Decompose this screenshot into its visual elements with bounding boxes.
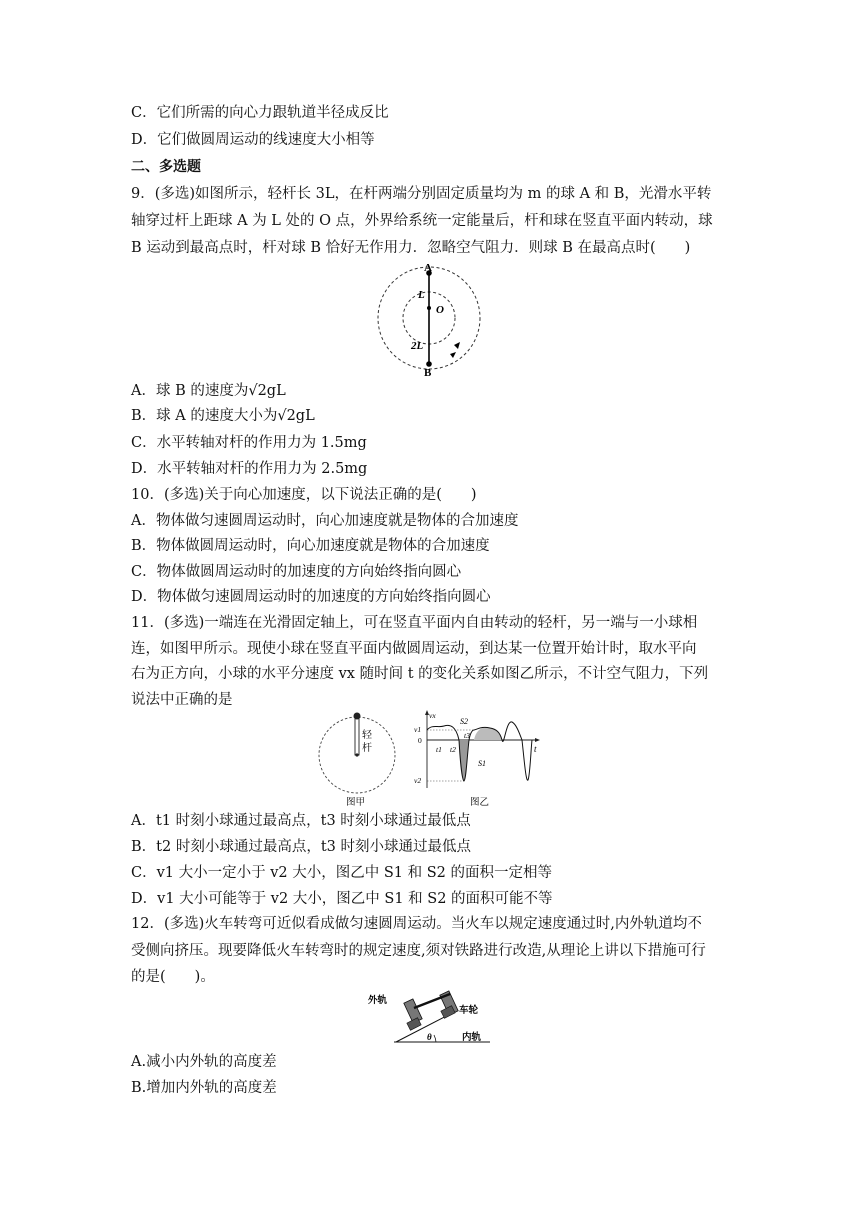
q10-option-c: C．物体做圆周运动时的加速度的方向始终指向圆心 [131,564,462,580]
q12-option-b: B.增加内外轨的高度差 [131,1080,277,1096]
label-v1: v1 [414,725,422,734]
label-inner-rail: 内轨 [462,1032,482,1043]
q10-stem: 10．(多选)关于向心加速度，以下说法正确的是( ) [131,487,477,503]
figure-jia [316,708,406,810]
caption-yi: 图乙 [470,797,490,808]
section-heading: 二、多选题 [131,159,201,175]
q9-option-c: C．水平转轴对杆的作用力为 1.5mg [131,435,367,451]
q12-stem-line2: 受侧向挤压。现要降低火车转弯时的规定速度,须对铁路进行改造,从理论上讲以下措施可行 [131,943,706,959]
q9-stem-line1: 9．(多选)如图所示，轻杆长 3L，在杆两端分别固定质量均为 m 的球 A 和 B，光滑水平转 [131,186,712,202]
axis-t: t [534,744,537,754]
caption-jia: 图甲 [346,797,366,808]
rod-label-1: 轻 [362,730,372,741]
q11-stem-line2: 连，如图甲所示。现使小球在竖直平面内做圆周运动，到达某一位置开始计时，取水平向 [131,641,697,657]
q11-stem-line3: 右为正方向，小球的水平分速度 vx 随时间 t 的变化关系如图乙所示，不计空气阻力，下列 [131,666,709,682]
q9-option-b: B．球 A 的速度大小为√2gL [131,408,315,424]
axis-vx: vx [429,711,436,720]
q9-option-a: A．球 B 的速度为√2gL [131,383,286,399]
label-b: B [424,367,432,379]
q9-stem-line2: 轴穿过杆上距球 A 为 L 处的 O 点，外界给系统一定能量后，杆和球在竖直平面内转动，球 [131,213,713,229]
rod-circle-figure [370,258,490,380]
label-wheel: 车轮 [459,1005,479,1016]
q12-stem-line3: 的是( )。 [131,969,215,985]
figure-yi [412,708,542,810]
q11-option-b: B．t2 时刻小球通过最高点，t3 时刻小球通过最低点 [131,839,471,855]
label-v2: v2 [414,776,422,785]
train-track-figure [366,990,496,1050]
label-2l: 2L [411,340,424,352]
label-s2: S2 [460,717,468,726]
q11-option-d: D．v1 大小可能等于 v2 大小，图乙中 S1 和 S2 的面积可能不等 [131,891,553,907]
q11-stem-line1: 11．(多选)一端连在光滑固定轴上，可在竖直平面内自由转动的轻杆，另一端与一小球相 [131,615,698,631]
rod-label-2: 杆 [362,743,372,754]
label-t1: t1 [436,745,442,754]
q11-option-c: C．v1 大小一定小于 v2 大小，图乙中 S1 和 S2 的面积一定相等 [131,865,553,881]
q12-option-a: A.减小内外轨的高度差 [131,1054,277,1070]
q10-option-d: D．物体做匀速圆周运动时的加速度的方向始终指向圆心 [131,589,491,605]
q11-stem-line4: 说法中正确的是 [131,692,233,708]
option-c-q8: C．它们所需的向心力跟轨道半径成反比 [131,105,389,121]
label-l: L [418,289,425,301]
q12-stem-line1: 12．(多选)火车转弯可近似看成做匀速圆周运动。当火车以规定速度通过时,内外轨道均不 [131,916,702,932]
q11-option-a: A．t1 时刻小球通过最高点，t3 时刻小球通过最低点 [131,813,471,829]
q10-option-a: A．物体做匀速圆周运动时，向心加速度就是物体的合加速度 [131,513,519,529]
q9-option-d: D．水平转轴对杆的作用力为 2.5mg [131,461,368,477]
option-d-q8: D．它们做圆周运动的线速度大小相等 [131,132,375,148]
label-t3: t3 [464,731,470,740]
q10-option-b: B．物体做圆周运动时，向心加速度就是物体的合加速度 [131,538,490,554]
q9-stem-line3: B 运动到最高点时，杆对球 B 恰好无作用力．忽略空气阻力．则球 B 在最高点时( ) [131,240,691,256]
label-s1: S1 [478,759,486,768]
label-o: O [436,304,444,316]
label-outer-rail: 外轨 [368,995,388,1006]
label-zero: 0 [418,736,422,745]
label-theta: θ [427,1032,432,1042]
label-t2: t2 [450,745,456,754]
label-a: A [424,262,432,274]
